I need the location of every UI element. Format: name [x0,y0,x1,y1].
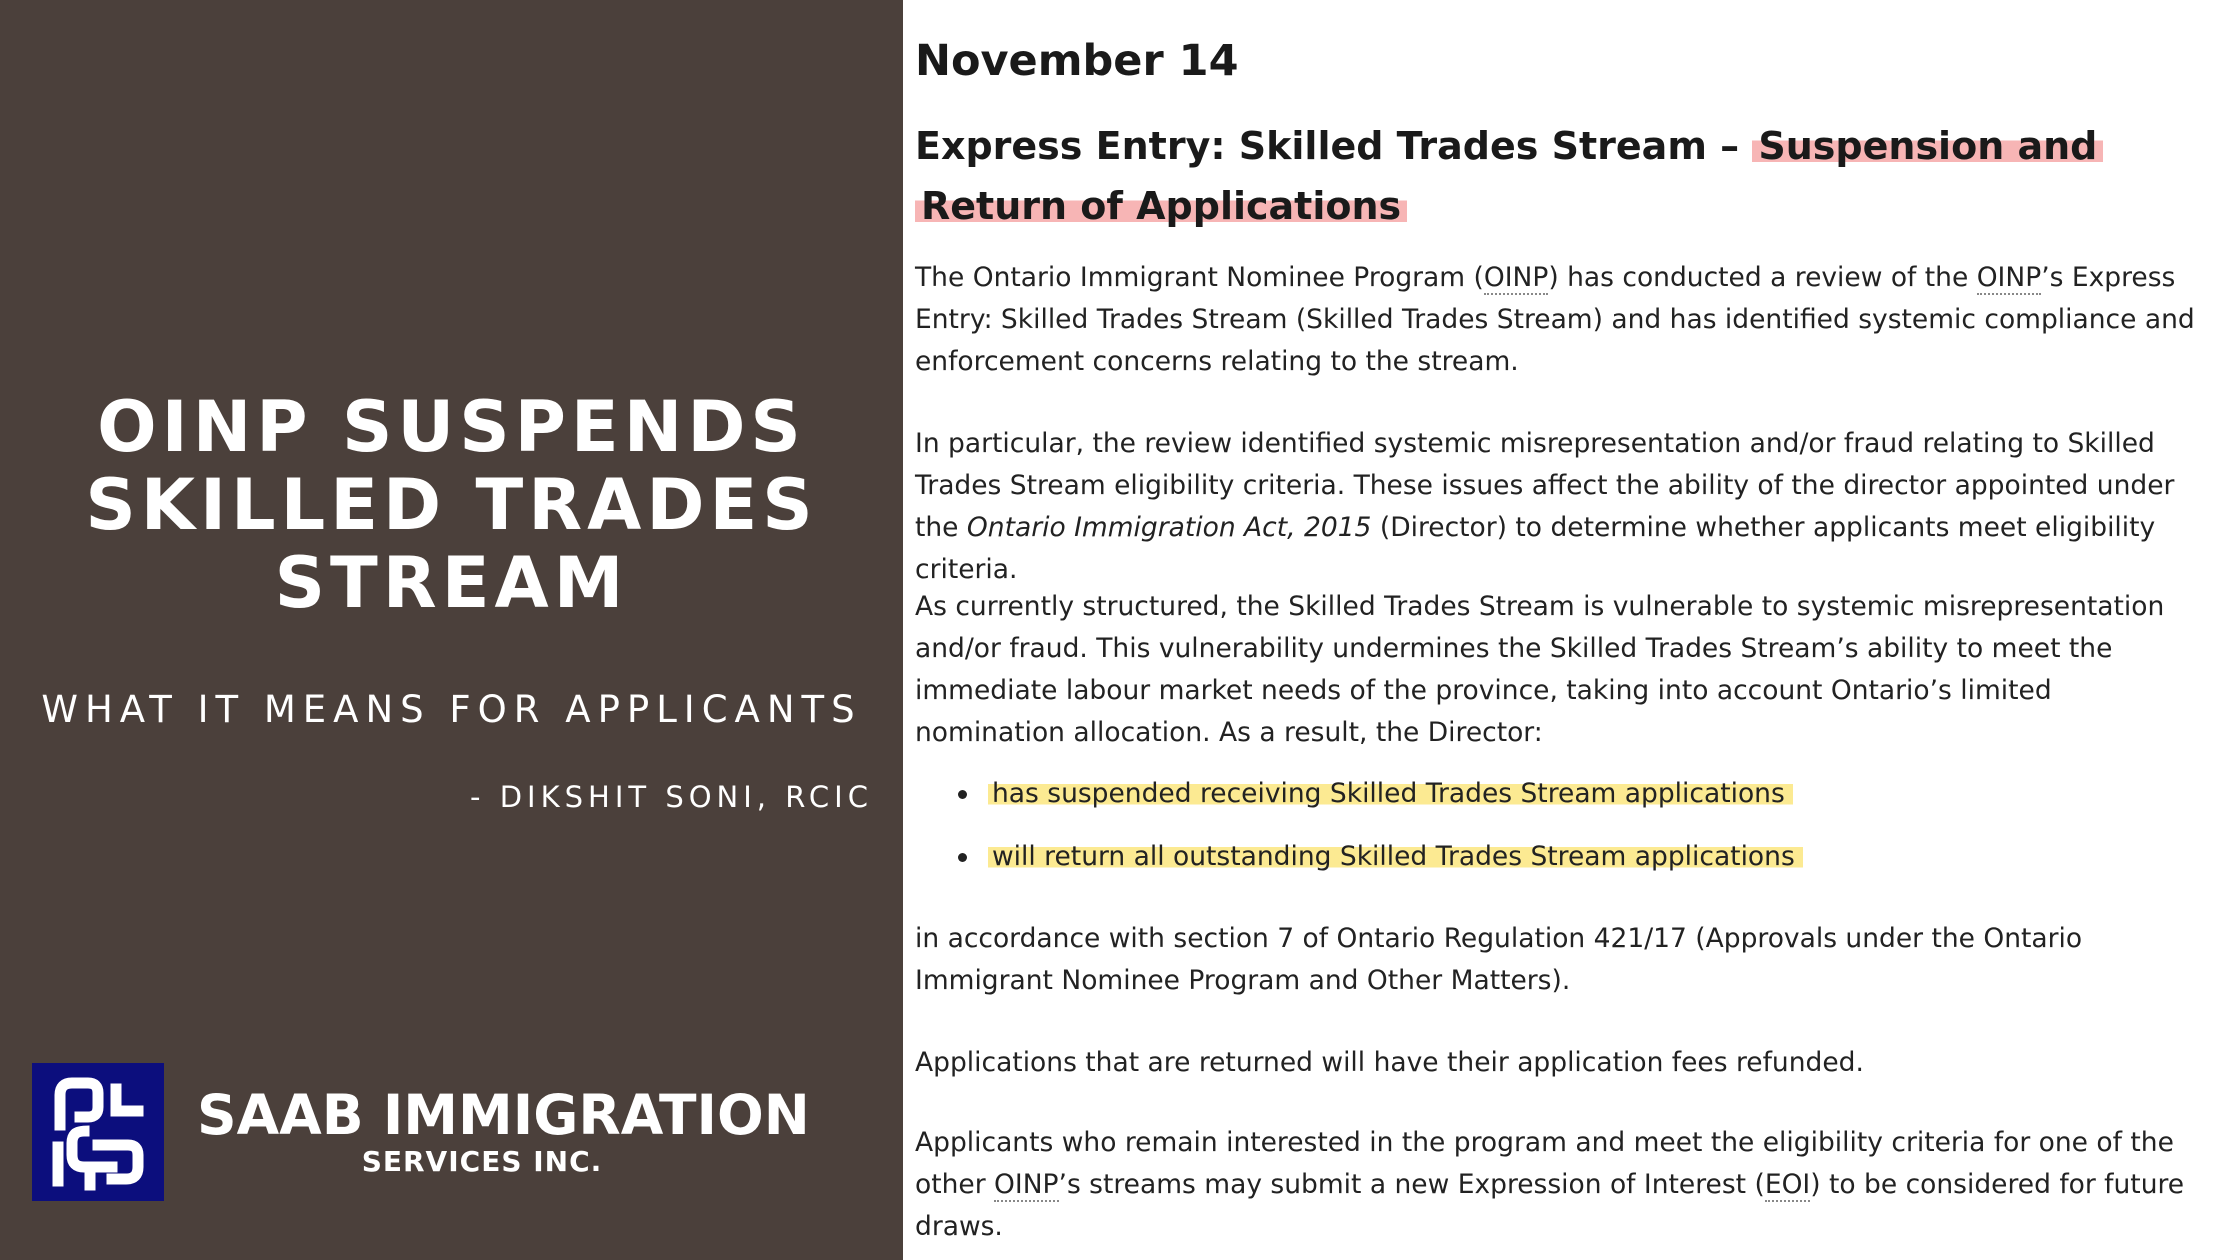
paragraph-1 [915,257,2205,383]
p2-text-b: (Director) to determine whether applicants meet eligibility criteria. [915,512,2156,585]
author-credit: - DIKSHIT SONI, RCIC [470,780,873,814]
company-subtitle: SERVICES INC. [361,1145,603,1178]
p2-text-a: In particular, the review identified systemic misrepresentation and/or fraud relating to Skilled Trades Stream eligibility criteria. These issues affect the ability of the director appointed under the [915,428,2175,543]
article-date: November 14 [915,36,1239,86]
paragraph-3: As currently structured, the Skilled Trades Stream is vulnerable to systemic misrepresentation and/or fraud. This vulnerability undermines the Skilled Trades Stream’s ability to meet the immediate labour market needs of the province, taking into account Ontario’s limited nomination allocation. As a result, the Director: [915,591,2165,748]
bullet-icon [958,853,967,862]
article-panel [903,0,2240,1260]
abbr-oinp[interactable]: OINP [994,1169,1059,1200]
headline-highlight-2: Return of Applications [915,184,1407,228]
p1-text-c: ’s Express Entry: Skilled Trades Stream (Skilled Trades Stream) and has identified systemic compliance and enforcement concerns relating to the stream. [915,262,2195,377]
slide-title [0,388,903,622]
slide-title-line-3: STREAM [274,542,629,624]
p1-text-a: The Ontario Immigrant Nominee Program ( [915,262,1484,293]
list-item [958,773,1803,836]
headline-text: Express Entry: Skilled Trades Stream – [915,124,1753,168]
left-panel [0,0,903,1260]
highlighted-bullet-text: will return all outstanding Skilled Trades Stream applications [988,841,1803,872]
p1-text-b: ) has conducted a review of the [1548,262,1977,293]
slide-title-line-2: SKILLED TRADES [85,464,818,546]
slide-subtitle: WHAT IT MEANS FOR APPLICANTS [41,688,862,731]
headline-highlight-1: Suspension and [1752,124,2103,168]
paragraph-6 [915,1122,2205,1248]
p6-text-a: Applicants who remain interested in the program and meet the eligibility criteria for one of the other [915,1127,2174,1200]
saab-logo-icon [32,1063,164,1201]
abbr-eoi[interactable]: EOI [1764,1169,1811,1200]
bullet-icon [958,790,967,799]
director-actions-list [958,773,1803,899]
article-headline [915,116,2135,236]
abbr-oinp[interactable]: OINP [1976,262,2042,293]
p6-text-b: ’s streams may submit a new Expression of Interest ( [1058,1169,1765,1200]
act-title: Ontario Immigration Act, 2015 [966,512,1372,543]
highlighted-bullet-text: has suspended receiving Skilled Trades Stream applications [988,778,1793,809]
paragraph-4: in accordance with section 7 of Ontario Regulation 421/17 (Approvals under the Ontario Immigrant Nominee Program and Other Matters). [915,923,2083,996]
paragraph-2 [915,423,2205,591]
paragraph-5: Applications that are returned will have their application fees refunded. [915,1047,1864,1078]
abbr-oinp[interactable]: OINP [1483,262,1549,293]
slide-title-line-1: OINP SUSPENDS [97,386,806,468]
p6-text-c: ) to be considered for future draws. [915,1169,2185,1242]
list-item [958,836,1803,899]
company-name: SAAB IMMIGRATION [197,1083,810,1147]
